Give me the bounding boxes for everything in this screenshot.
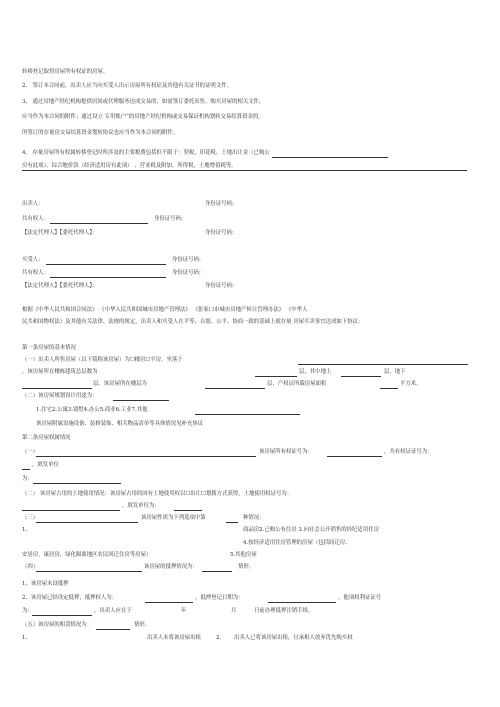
nature-label: （三） [22,515,39,521]
ownership-field[interactable] [36,450,256,457]
buyer-agent-label: 【法定代理人】【委托代理人】： [22,283,98,289]
nature-option-field[interactable] [226,516,238,523]
mortgage-field-2[interactable] [202,565,232,572]
land-cert-field[interactable] [22,504,120,511]
mortgage-status-text: 该房屋的抵押情况为： [144,564,198,570]
location-field[interactable] [298,358,468,365]
co-cert-label: ，共有权证证号为： [384,449,433,455]
use-other-field[interactable] [195,408,300,415]
floor-located: 层。该房屋所在楼层为 [93,381,147,387]
buyer-co-owner-field[interactable] [50,271,166,278]
floors-text: ，该房屋所在楼栋建筑总层数为 [22,369,98,375]
other-right-cont: 为： [22,608,33,614]
use-options: 1.住宅2.公寓3.别墅4.办公5.商业6.工业7.其他 [36,407,148,413]
mortgage-set: 2、该房屋已经设定抵押，抵押权人为： [22,595,118,601]
area-text: 层，产权证所载房屋面积 [267,381,327,387]
total-floors-field[interactable] [255,370,297,377]
other-right-label: ，他项权利证证号 [338,595,382,601]
co-owner-id-label: 身份证号码: [154,216,183,222]
intro-line-1: 根据《中华人民共和国合同法》 《中华人民共和国城市房地产管理法》 《张家口市城市房地产转让管理办法》 《中华人 [22,307,308,313]
issuer-label-cont: 为： [22,476,33,482]
mortgage-date-label: ，抵押登记日期为： [195,595,244,601]
nature-field-1[interactable] [36,516,138,523]
mortgage-status-label: （四） [22,564,39,570]
clause-3-end: 所签订的存量房交易结算资金划转协议也应当作为本合同的附件。 [22,130,179,136]
seller-agent-label: 【法定代理人】【委托代理人】： [22,230,98,236]
clause-4-cont: 房有此项）、综合地价款（经济适用房有此项） 、营业税及附加、所得税、土地增值税等。 [22,163,237,169]
lease-option-1-no: 1、 [22,635,31,641]
house-location: （一）出卖人所售房屋（以下简称该房屋）为☐楼房☐平房，坐落于 [22,357,183,363]
land-issuer-label: ，填发单位为： [122,503,160,509]
land-issuer-field[interactable] [174,504,202,511]
other-right-field[interactable] [32,609,92,616]
floors-below: 层，地下 [384,369,406,375]
no-mortgage: 1、该房屋未设抵押 [22,581,69,587]
issuer-field[interactable] [33,477,121,484]
lease-option-2-no: 2. [216,635,222,641]
clause-3: 3、 通过房地产经纪机构提供居间或代理服务达成交易的，如需签订委托出售、购买房屋的相关文件， [22,99,265,105]
use-field[interactable] [113,394,169,401]
mortgage-date-field[interactable] [268,596,336,603]
buyer-label: 买受人： [22,257,44,263]
ownership-label: （一） [22,449,39,455]
area-unit: 平方米。 [400,381,422,387]
buyer-co-owner-label: 共有权人： [22,270,49,276]
buyer-agent-id-label: 身份证号码: [205,283,234,289]
lease-status-end: 情形。 [134,622,151,628]
facilities-note: 该房屋附属设施设备、装修装饰、相关物品清单等具体情况见补充协议 [36,421,204,427]
planned-use: （二）该房屋规划设计用途为： [22,393,98,399]
year-label: 年 [181,608,187,614]
seller-agent-id-label: 身份证号码: [205,230,234,236]
area-field[interactable] [380,382,398,389]
seller-id-label: 身份证号码: [205,201,234,207]
floors-above: 层，其中地上 [299,369,332,375]
clause-4: 4、 存量房屋所有权属转移登记时所涉及的主要税费包括但不限于：契税、印花税、土地出让金（已购公 [22,150,270,156]
clause-3-cont: 应当作为本合同的附件；通过设立 专用账户“的房地产经纪机构或交易保证机构划转交易结算资金的, [22,114,260,120]
nature-options-3: 安居房，康居房，绿化隔离地区农民回迁住房等房屋） [22,552,152,558]
floor-field[interactable] [205,382,265,389]
land-use: （二） 该房屋占用的土地使用情况：该房屋占用的国有土地使用权以☐出让☐划拨方式获得，土地使用权证号为： [22,491,293,497]
floors-above-field[interactable] [341,370,381,377]
article-1-title: 第一条房屋的基本情况 [22,345,76,351]
mortgage-status-end: 情形。 [238,564,255,570]
floors-below-field[interactable] [22,382,92,389]
cert-no-label: 该房屋所有权证号为： [259,449,313,455]
nature-options-1: 商品房2.已购公有住房 3.向社会公开销售的经纪适用住房 [243,527,379,533]
clause-text: 转移登记取得房屋所有权证的房屋。 [22,69,109,75]
nature-options: 1、 [22,527,31,533]
clause-2: 2、 签订本合同前，出卖人应当向买受人出示房屋所有权证及其他有关证书的证明文件。 [22,83,232,89]
article-2-title: 第二条房屋权属情况 [22,435,71,441]
co-owner-label: 共有权人： [22,216,49,222]
nature-text-end: 种情况： [243,515,265,521]
mortgagee-field[interactable] [145,596,193,603]
nature-text: 该房屋性质为下列选项中第 [141,515,206,521]
intro-line-2: 民共和国物权法》及其他有关法律、法规的规定，出卖人和买受人在平等、自愿、公平、协商一致的基础上就存量 房屋买卖事宜达成如下协议： [22,319,364,325]
lease-field[interactable] [96,623,130,630]
day-label: 日前办理抵押注销手续。 [254,608,314,614]
issuer-label: ，填发单位 [32,462,59,468]
buyer-id-label: 身份证号码: [172,257,201,263]
cert-no-field[interactable] [327,450,382,457]
underline [272,157,388,158]
lease-option-1: 出卖人未将该房屋出租 [147,635,201,641]
lease-option-2: 出卖人已将该房屋出租，且承租人放弃优先购买权 [234,635,353,641]
month-label: 月 [231,608,237,614]
co-cert-field[interactable] [22,463,30,470]
buyer-field[interactable] [46,258,166,265]
underline [22,170,467,171]
nature-options-2: 4.按经济适用住房管理的房屋（包括间迁房、 [243,540,351,546]
mortgage-field-1[interactable] [36,565,142,572]
cancel-deadline: ，出卖人应在于 [94,608,132,614]
buyer-co-owner-id-label: 身份证号码: [172,270,201,276]
nature-options-4: 5.其他房屋 [230,552,257,558]
co-owner-field[interactable] [50,217,148,224]
lease-status-label: （五）该房屋的租赁情况为： [22,622,93,628]
seller-label: 出卖人： [22,201,44,207]
